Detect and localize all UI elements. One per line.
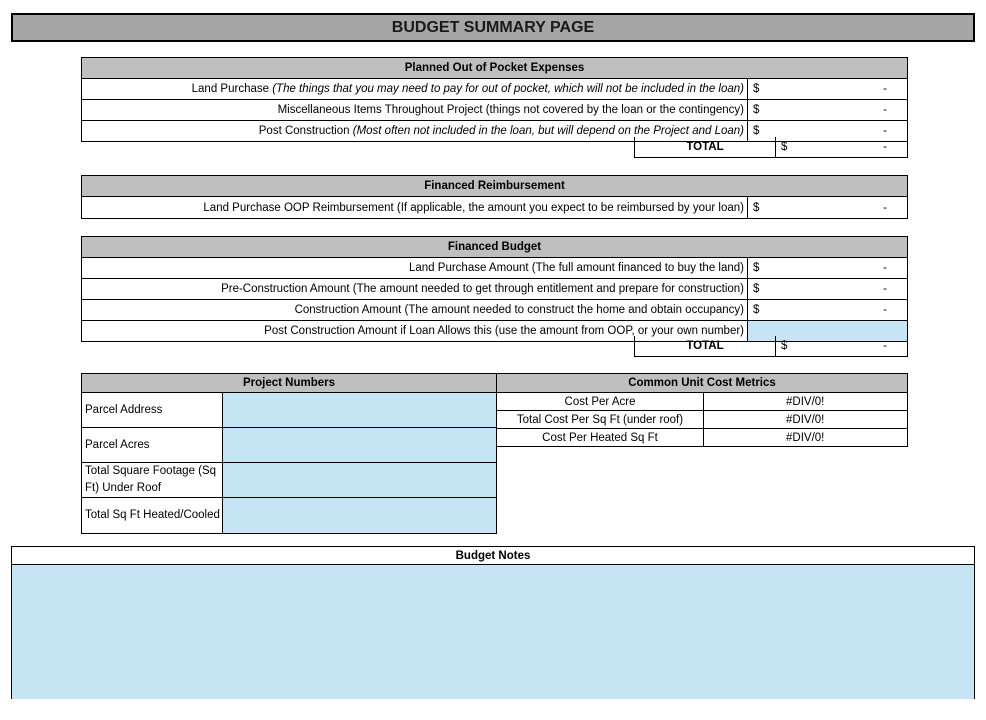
planned-oop-total-row bbox=[634, 137, 908, 158]
total-sqft-under-roof-input[interactable] bbox=[223, 463, 496, 497]
project-numbers-grid bbox=[81, 393, 497, 534]
budget-notes-section bbox=[11, 546, 975, 699]
total-label: TOTAL bbox=[635, 137, 776, 157]
metric-value: #DIV/0! bbox=[786, 431, 825, 444]
table-row bbox=[81, 279, 908, 300]
table-row bbox=[497, 429, 908, 447]
budget-notes-input[interactable] bbox=[12, 565, 974, 699]
amount-cell[interactable]: $ - bbox=[753, 304, 887, 316]
table-row bbox=[81, 79, 908, 100]
table-row bbox=[82, 462, 496, 497]
amount-cell[interactable]: $ - bbox=[753, 201, 887, 214]
table-row bbox=[81, 258, 908, 279]
financed-reimbursement-section bbox=[81, 175, 908, 219]
financed-budget-section bbox=[81, 236, 908, 342]
amount-cell[interactable]: $ - bbox=[753, 125, 887, 137]
amount-cell[interactable]: $ - bbox=[753, 104, 887, 116]
page-title: BUDGET SUMMARY PAGE bbox=[11, 13, 975, 42]
total-sqft-under-roof-label: Total Square Footage (Sq Ft) Under Roof bbox=[82, 463, 223, 497]
metric-label: Total Cost Per Sq Ft (under roof) bbox=[497, 411, 704, 428]
amount-cell[interactable]: $ - bbox=[753, 283, 887, 295]
parcel-address-input[interactable] bbox=[223, 393, 496, 427]
row-label: Construction Amount (The amount needed to construct the home and obtain occupancy) bbox=[82, 300, 748, 320]
table-row bbox=[81, 100, 908, 121]
table-row bbox=[82, 497, 496, 533]
parcel-address-label: Parcel Address bbox=[82, 393, 223, 427]
total-sqft-heated-input[interactable] bbox=[223, 498, 496, 533]
budget-notes-heading: Budget Notes bbox=[12, 547, 974, 565]
financed-reimbursement-heading: Financed Reimbursement bbox=[81, 175, 908, 197]
table-row bbox=[82, 393, 496, 427]
financed-budget-total-row bbox=[634, 336, 908, 357]
metric-value: #DIV/0! bbox=[786, 413, 825, 426]
metric-label: Cost Per Acre bbox=[497, 393, 704, 410]
cost-metrics-heading: Common Unit Cost Metrics bbox=[497, 373, 908, 393]
total-amount: $ - bbox=[781, 340, 887, 352]
total-label: TOTAL bbox=[635, 336, 776, 356]
row-label: Post Construction Amount if Loan Allows this (use the amount from OOP, or your own number) bbox=[82, 321, 748, 341]
parcel-acres-input[interactable] bbox=[223, 428, 496, 462]
amount-cell[interactable]: $ - bbox=[753, 262, 887, 274]
financed-budget-heading: Financed Budget bbox=[81, 236, 908, 258]
row-label: Land Purchase Amount (The full amount financed to buy the land) bbox=[82, 258, 748, 278]
row-label: Miscellaneous Items Throughout Project (things not covered by the loan or the contingency) bbox=[82, 100, 748, 120]
table-row bbox=[497, 393, 908, 411]
project-numbers-section bbox=[81, 373, 497, 534]
table-row bbox=[497, 411, 908, 429]
row-label: Post Construction (Most often not included in the loan, but will depend on the Project and Loan) bbox=[82, 121, 748, 141]
row-label: Pre-Construction Amount (The amount needed to get through entitlement and prepare for construction) bbox=[82, 279, 748, 299]
table-row bbox=[81, 300, 908, 321]
metric-label: Cost Per Heated Sq Ft bbox=[497, 429, 704, 446]
cost-metrics-section bbox=[497, 373, 908, 447]
row-label: Land Purchase (The things that you may need to pay for out of pocket, which will not be included in the loan) bbox=[82, 79, 748, 99]
planned-oop-section bbox=[81, 57, 908, 142]
table-row bbox=[81, 197, 908, 219]
total-sqft-heated-label: Total Sq Ft Heated/Cooled bbox=[82, 498, 223, 533]
project-numbers-heading: Project Numbers bbox=[81, 373, 497, 393]
row-label: Land Purchase OOP Reimbursement (If applicable, the amount you expect to be reimbursed by your loan) bbox=[82, 197, 748, 218]
planned-oop-heading: Planned Out of Pocket Expenses bbox=[81, 57, 908, 79]
amount-cell[interactable]: $ - bbox=[753, 83, 887, 95]
metric-value: #DIV/0! bbox=[786, 395, 825, 408]
table-row bbox=[82, 427, 496, 462]
parcel-acres-label: Parcel Acres bbox=[82, 428, 223, 462]
total-amount: $ - bbox=[781, 141, 887, 153]
